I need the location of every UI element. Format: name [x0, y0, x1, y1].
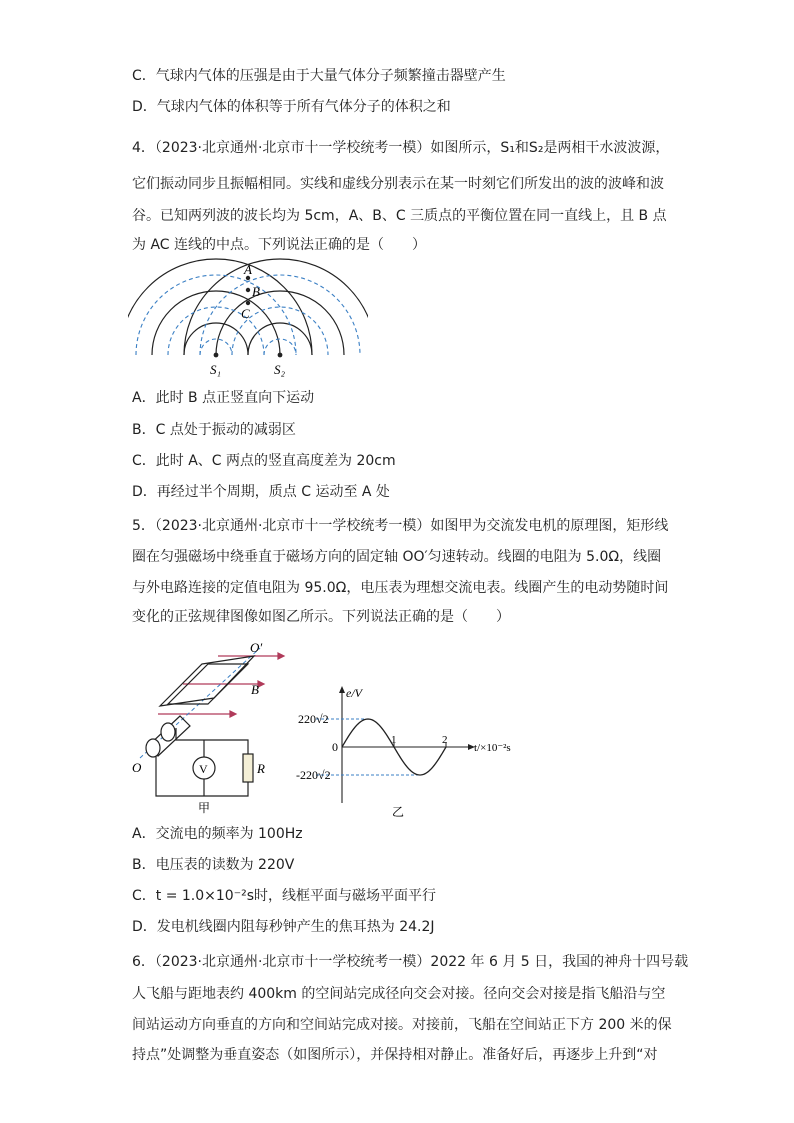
chart-ylabel: e/V [346, 686, 362, 700]
ytick-top: 220√2 [298, 712, 329, 726]
q5-option-a: A．交流电的频率为 100Hz [132, 826, 303, 842]
q3-option-d: D．气球内气体的体积等于所有气体分子的体积之和 [132, 99, 451, 115]
label-s1: S₁ [210, 362, 222, 377]
q5-generator-figure [128, 636, 288, 816]
q5-stem-line4: 变化的正弦规律图像如图乙所示。下列说法正确的是（ ） [132, 609, 510, 625]
q5-stem-line3: 与外电路连接的定值电阻为 95.0Ω，电压表为理想交流电表。线圈产生的电动势随时间 [132, 580, 669, 596]
q4-option-d: D．再经过半个周期，质点 C 运动至 A 处 [132, 484, 390, 500]
point-c [246, 301, 250, 305]
point-b [246, 288, 250, 292]
label-o: O [132, 760, 142, 775]
label-b: B [252, 284, 260, 299]
s1-trough-r3 [136, 275, 296, 355]
xtick-2: 2 [442, 734, 448, 746]
q6-stem-line4: 持点”处调整为垂直姿态（如图所示），并保持相对静止。准备好后，再逐步上升到“对 [132, 1047, 658, 1063]
q6-stem-line3: 间站运动方向垂直的方向和空间站完成对接。对接前，飞船在空间站正下方 200 米的保 [132, 1017, 672, 1033]
voltmeter-label: V [199, 762, 208, 776]
q5-stem-line1: 5．（2023·北京通州·北京市十一学校统考一模）如图甲为交流发电机的原理图，矩形线 [132, 518, 669, 534]
caption-jia: 甲 [198, 801, 211, 815]
q4-option-a: A．此时 B 点正竖直向下运动 [132, 390, 315, 406]
ytick-bottom: -220√2 [296, 768, 331, 782]
label-o-prime: O′ [250, 640, 263, 655]
chart-xlabel: t/×10⁻²s [474, 742, 511, 754]
q4-stem-line3: 谷。已知两列波的波长均为 5cm，A、B、C 三质点的平衡位置在同一直线上，且 B 点 [132, 208, 667, 224]
q4-option-c: C．此时 A、C 两点的竖直高度差为 20cm [132, 453, 396, 469]
q4-stem-line4: 为 AC 连线的中点。下列说法正确的是（ ） [132, 237, 427, 253]
source-s2 [278, 353, 283, 358]
q5-option-d: D．发电机线圈内阻每秒钟产生的焦耳热为 24.2J [132, 919, 435, 935]
q4-stem-line2: 它们振动同步且振幅相同。实线和虚线分别表示在某一时刻它们所发出的波的波峰和波 [132, 176, 664, 192]
q3-option-c: C．气球内气体的压强是由于大量气体分子频繁撞击器壁产生 [132, 68, 506, 84]
ytick-zero: 0 [332, 740, 338, 754]
q4-stem-line1: 4．（2023·北京通州·北京市十一学校统考一模）如图所示，S₁和S₂是两相干水波波源， [132, 140, 670, 156]
q5-option-b: B．电压表的读数为 220V [132, 857, 295, 873]
resistor-r [243, 754, 253, 782]
s2-trough-r3 [200, 275, 360, 355]
resistor-label: R [257, 761, 265, 776]
q5-emf-chart [296, 683, 526, 818]
xtick-1: 1 [391, 734, 397, 746]
q5-option-c: C．t = 1.0×10⁻²s时，线框平面与磁场平面平行 [132, 888, 437, 904]
source-s1 [214, 353, 219, 358]
q6-stem-line1: 6．（2023·北京通州·北京市十一学校统考一模）2022 年 6 月 5 日，我国的神舟十四号载 [132, 954, 689, 970]
label-c: C [241, 306, 250, 321]
slip-ring [161, 723, 175, 741]
q4-wave-interference-figure [128, 258, 368, 378]
q4-option-b: B．C 点处于振动的减弱区 [132, 422, 296, 438]
label-a: A [244, 262, 252, 277]
q5-stem-line2: 圈在匀强磁场中绕垂直于磁场方向的固定轴 OO′匀速转动。线圈的电阻为 5.0Ω，线圈 [132, 549, 662, 565]
label-s2: S₂ [274, 362, 286, 377]
label-b-field: B [251, 682, 259, 697]
caption-yi: 乙 [392, 805, 405, 818]
q6-stem-line2: 人飞船与距地表约 400km 的空间站完成径向交会对接。径向交会对接是指飞船沿与空 [132, 986, 666, 1002]
